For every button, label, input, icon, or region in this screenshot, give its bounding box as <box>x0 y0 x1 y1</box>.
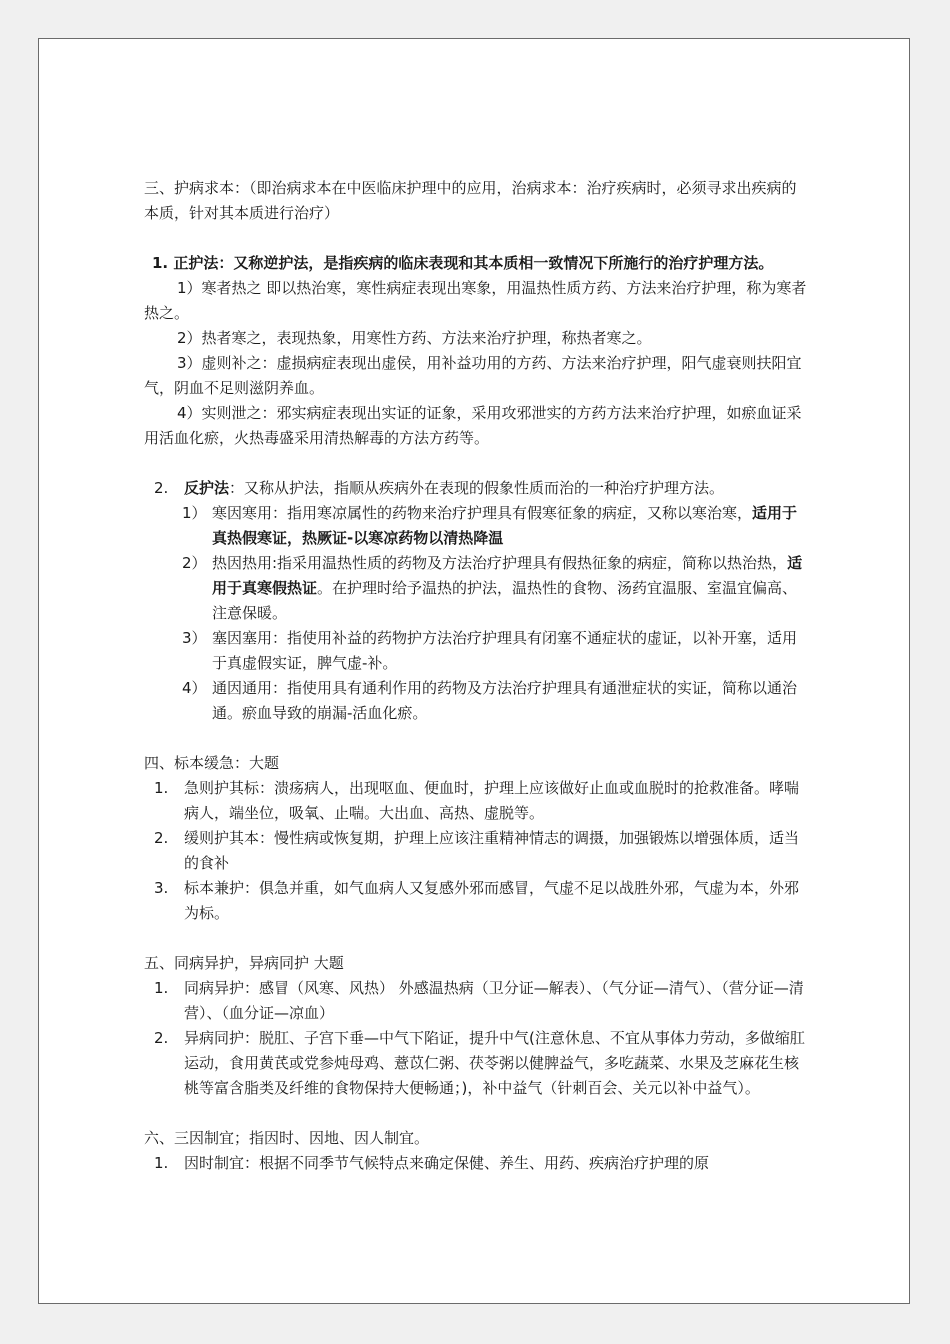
list-number: 1. <box>154 779 169 797</box>
section-5-item-2 <box>144 1026 809 1101</box>
section-3-item-1-4: 4）实则泄之：邪实病症表现出实证的证象，采用攻邪泄实的方药方法来治疗护理，如瘀血证采用活血化瘀，火热毒盛采用清热解毒的方法方药等。 <box>144 404 802 447</box>
list-number: 2. <box>154 1029 169 1047</box>
list-number: 1. <box>154 979 169 997</box>
item-text: 急则护其标：溃疡病人，出现呕血、便血时，护理上应该做好止血或血脱时的抢救准备。哮喘病人，端坐位，吸氧、止喘。大出血、高热、虚脱等。 <box>184 779 800 822</box>
section-3-item-1 <box>144 251 809 276</box>
section-3-heading: 三、护病求本：（即治病求本在中医临床护理中的应用，治病求本：治疗疾病时，必须寻求出疾病的本质，针对其本质进行治疗） <box>144 179 797 222</box>
section-3-item-2 <box>144 476 809 501</box>
section-4-item-2 <box>144 826 809 876</box>
item-text: 标本兼护：俱急并重，如气血病人又复感外邪而感冒，气虚不足以战胜外邪，气虚为本，外邪为标。 <box>184 879 800 922</box>
item-bold: 适用于真热假寒证，热厥证-以寒凉药物以清热降温 <box>212 504 798 547</box>
item-text-rest: 。在护理时给予温热的护法，温热性的食物、汤药宜温服、室温宜偏高、注意保暖。 <box>212 579 798 622</box>
section-4-item-1 <box>144 776 809 826</box>
item-text: 因时制宜：根据不同季节气候特点来确定保健、养生、用药、疾病治疗护理的原 <box>184 1154 710 1172</box>
list-number: 2. <box>154 479 169 497</box>
item-text: 寒因寒用：指用寒凉属性的药物来治疗护理具有假寒征象的病症，又称以寒治寒， <box>212 504 753 522</box>
section-3-item-2-4 <box>144 676 809 726</box>
section-3-item-2-3 <box>144 626 809 676</box>
item-text: 塞因塞用：指使用补益的药物护方法治疗护理具有闭塞不通症状的虚证，以补开塞，适用于真虚假实证，脾气虚-补。 <box>212 629 798 672</box>
section-3-item-2-2 <box>144 551 809 626</box>
list-number: 3. <box>154 879 169 897</box>
document-body <box>144 176 809 1176</box>
section-3-item-2-1 <box>144 501 809 551</box>
list-number: 2） <box>182 554 207 572</box>
section-5-item-1 <box>144 976 809 1026</box>
list-number: 1. <box>154 1154 169 1172</box>
list-number: 3） <box>182 629 207 647</box>
section-6-heading: 六、三因制宜；指因时、因地、因人制宜。 <box>144 1129 430 1147</box>
item-text: 异病同护：脱肛、子宫下垂—中气下陷证，提升中气(注意休息、不宜从事体力劳动，多做缩肛运动，食用黄芪或党参炖母鸡、薏苡仁粥、茯苓粥以健脾益气，多吃蔬菜、水果及芝麻花生核桃等富含脂类及纤维的食物保持大便畅通；)，补中益气（针刺百会、关元以补中益气）。 <box>184 1029 805 1097</box>
section-3-item-1-1: 1）寒者热之 即以热治寒，寒性病症表现出寒象，用温热性质方药、方法来治疗护理，称为寒者热之。 <box>144 279 807 322</box>
fanhufa-desc: ：又称从护法，指顺从疾病外在表现的假象性质而治的一种治疗护理方法。 <box>229 479 725 497</box>
fanhufa-title: 反护法 <box>184 479 230 497</box>
section-4-heading: 四、标本缓急：大题 <box>144 754 280 772</box>
item-text: 同病异护：感冒（风寒、风热） 外感温热病（卫分证—解表）、（气分证—清气）、（营分证—清营）、（血分证—凉血） <box>184 979 804 1022</box>
list-number: 2. <box>154 829 169 847</box>
item-text: 缓则护其本：慢性病或恢复期，护理上应该注重精神情志的调摄，加强锻炼以增强体质，适当的食补 <box>184 829 800 872</box>
section-5-heading: 五、同病异护，异病同护 大题 <box>144 954 344 972</box>
item-text: 通因通用：指使用具有通利作用的药物及方法治疗护理具有通泄症状的实证，简称以通治通。瘀血导致的崩漏-活血化瘀。 <box>212 679 798 722</box>
section-3-item-1-2: 2）热者寒之，表现热象，用寒性方药、方法来治疗护理，称热者寒之。 <box>177 329 652 347</box>
document-page <box>38 38 910 1304</box>
section-4-item-3 <box>144 876 809 926</box>
list-number: 4） <box>182 679 207 697</box>
section-6-item-1 <box>144 1151 809 1176</box>
section-3-item-1-3: 3）虚则补之：虚损病症表现出虚侯，用补益功用的方药、方法来治疗护理，阳气虚衰则扶阳宜气，阴血不足则滋阴养血。 <box>144 354 802 397</box>
zhenghufa-title: 1. 正护法：又称逆护法，是指疾病的临床表现和其本质相一致情况下所施行的治疗护理方法。 <box>152 254 774 272</box>
item-bold: 适用于真寒假热证 <box>212 554 803 597</box>
item-text: 热因热用:指采用温热性质的药物及方法治疗护理具有假热征象的病症，简称以热治热， <box>212 554 788 572</box>
list-number: 1） <box>182 504 207 522</box>
